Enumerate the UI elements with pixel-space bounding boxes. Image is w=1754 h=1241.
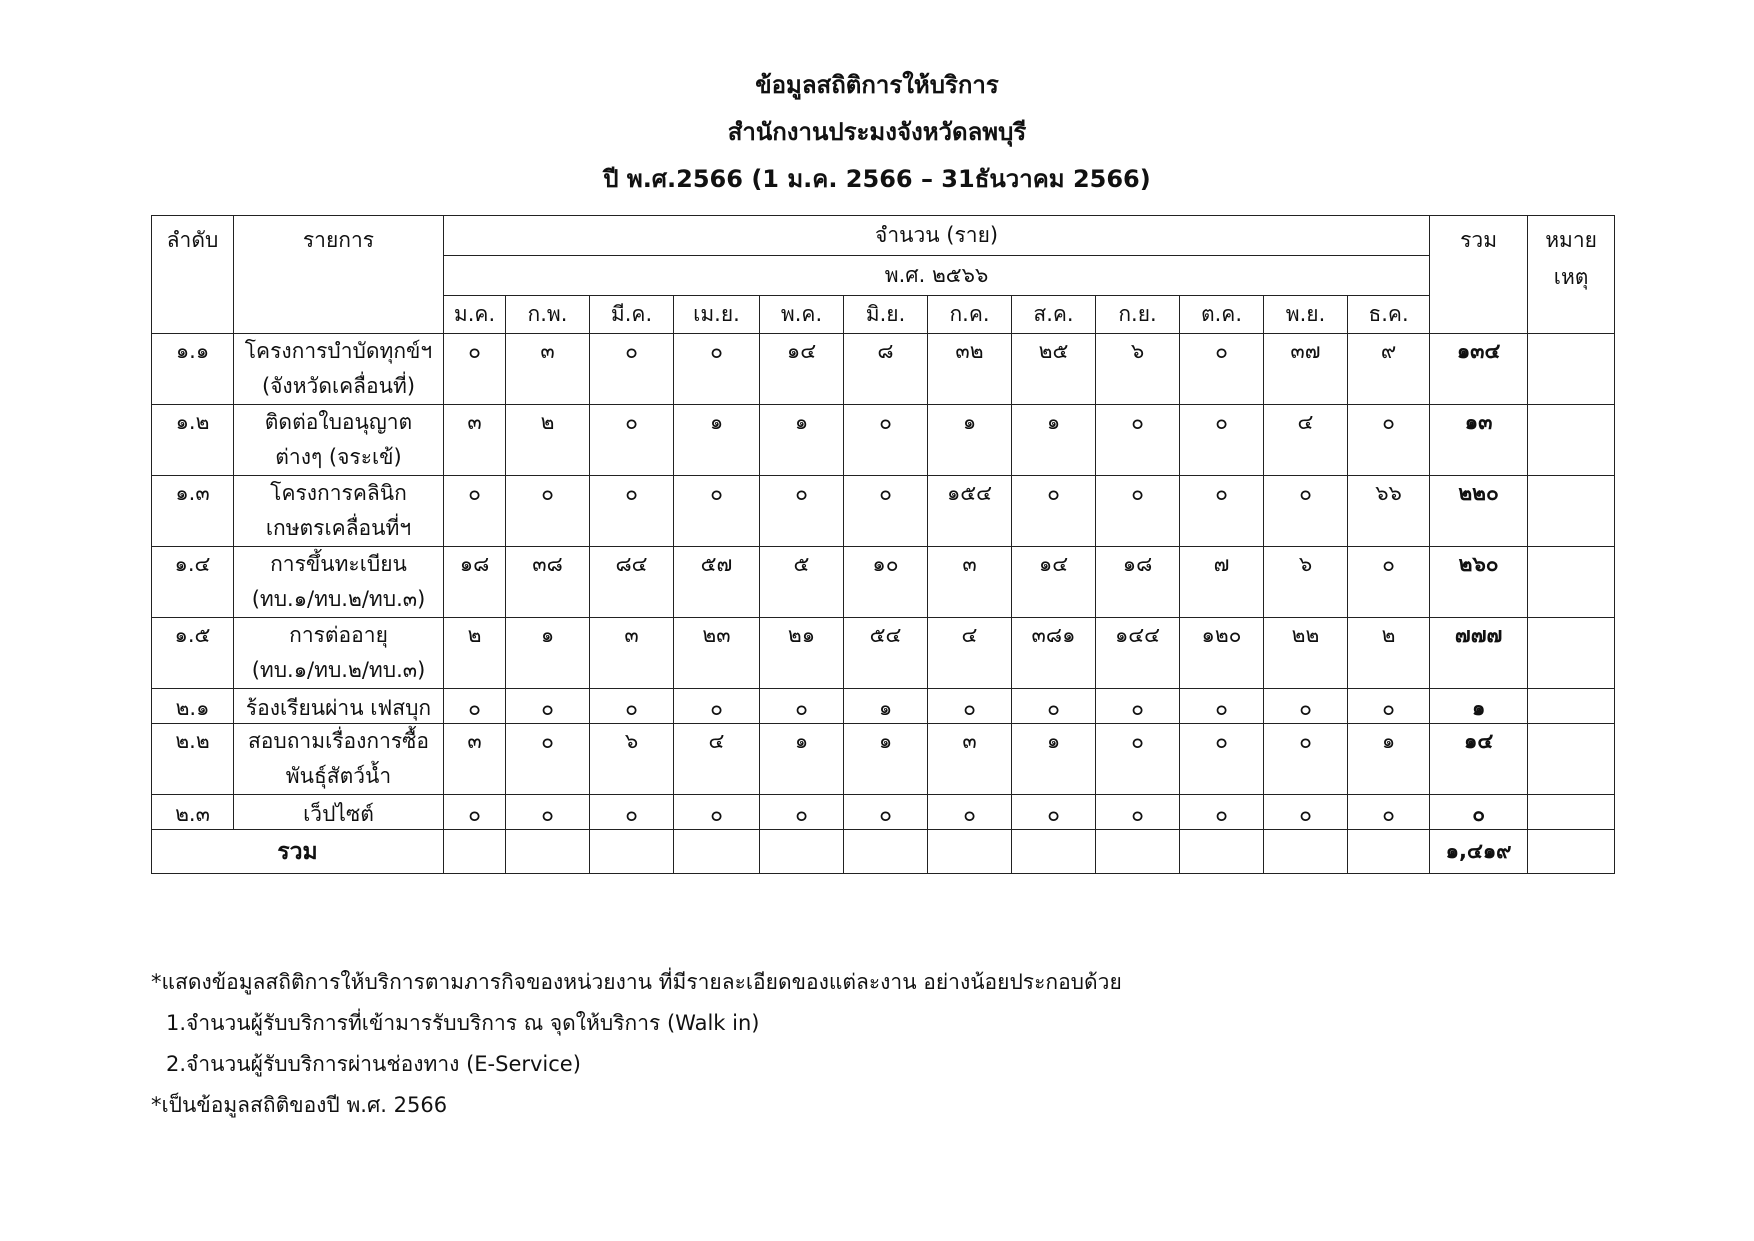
month-value: ๑ [760,405,844,476]
month-value: ๐ [1180,795,1264,830]
month-value: ๐ [444,689,506,724]
month-value: ๐ [760,689,844,724]
month-value: ๒ [1348,618,1430,689]
month-header: ก.ย. [1096,296,1180,334]
row-item-line: การขึ้นทะเบียน [270,552,407,576]
row-total: ๑๓๔ [1430,334,1528,405]
row-item [234,795,444,830]
month-value: ๐ [1012,795,1096,830]
month-value: ๐ [506,795,590,830]
row-item [234,547,444,618]
month-value: ๑ [1012,405,1096,476]
month-value: ๐ [844,476,928,547]
table-row [152,724,1615,795]
month-value: ๔ [674,724,760,795]
month-value: ๐ [674,476,760,547]
month-value: ๑ [674,405,760,476]
title-line-3: ปี พ.ศ.2566 (1 ม.ค. 2566 – 31ธันวาคม 2566) [603,165,1151,193]
table-row [152,689,1615,724]
empty-cell [1264,830,1348,874]
month-value: ๓ [444,724,506,795]
header-total: รวม [1430,216,1528,334]
row-number: ๑.๒ [152,405,234,476]
month-header: ม.ค. [444,296,506,334]
table-row [152,547,1615,618]
row-total: ๒๒๐ [1430,476,1528,547]
month-value: ๑ [506,618,590,689]
month-value: ๐ [444,795,506,830]
statistics-table [151,215,1615,874]
month-value: ๕๗ [674,547,760,618]
table-row [152,334,1615,405]
month-header: ก.ค. [928,296,1012,334]
month-value: ๕๔ [844,618,928,689]
title-line-1: ข้อมูลสถิติการให้บริการ [755,71,999,99]
empty-cell [928,830,1012,874]
row-item-line: การต่ออายุ [289,623,388,647]
month-header: เม.ย. [674,296,760,334]
month-value: ๐ [444,476,506,547]
month-value: ๐ [1348,689,1430,724]
remark-cell [1528,405,1615,476]
month-header: ส.ค. [1012,296,1096,334]
note-line: 1.จำนวนผู้รับบริการที่เข้ามารรับบริการ ณ จุดให้บริการ (Walk in) [166,1011,760,1035]
month-value: ๑๒๐ [1180,618,1264,689]
month-value: ๐ [760,795,844,830]
remark-cell [1528,618,1615,689]
row-item-line: สอบถามเรื่องการซื้อ [247,729,430,753]
month-value: ๘๔ [590,547,674,618]
row-item [234,334,444,405]
empty-cell [844,830,928,874]
row-item-line: ร้องเรียนผ่าน เฟสบุก [245,696,432,720]
row-total: ๐ [1430,795,1528,830]
month-value: ๐ [590,795,674,830]
empty-cell [760,830,844,874]
document-title [0,62,1754,203]
month-value: ๓๗ [1264,334,1348,405]
month-value: ๐ [506,689,590,724]
row-item [234,618,444,689]
month-header: มี.ค. [590,296,674,334]
remark-cell [1528,476,1615,547]
row-item-line: เกษตรเคลื่อนที่ฯ [265,516,412,540]
month-value: ๓ [444,405,506,476]
month-value: ๒๕ [1012,334,1096,405]
month-value: ๐ [844,405,928,476]
row-number: ๒.๒ [152,724,234,795]
remark-cell [1528,689,1615,724]
empty-cell [1012,830,1096,874]
month-value: ๐ [1348,795,1430,830]
month-value: ๐ [1096,795,1180,830]
month-value: ๕ [760,547,844,618]
header-year: พ.ศ. ๒๕๖๖ [444,256,1430,296]
month-value: ๐ [506,724,590,795]
grand-total-label: รวม [152,830,444,874]
month-header: พ.ย. [1264,296,1348,334]
remark-cell [1528,830,1615,874]
month-value: ๐ [1180,334,1264,405]
month-value: ๔ [928,618,1012,689]
month-value: ๒๑ [760,618,844,689]
row-number: ๑.๕ [152,618,234,689]
row-item [234,476,444,547]
empty-cell [590,830,674,874]
month-value: ๐ [1012,689,1096,724]
row-total: ๗๗๗ [1430,618,1528,689]
month-value: ๓๘๑ [1012,618,1096,689]
month-value: ๒๓ [674,618,760,689]
month-value: ๐ [1096,724,1180,795]
month-value: ๑๔๔ [1096,618,1180,689]
row-total: ๑๔ [1430,724,1528,795]
month-value: ๖ [590,724,674,795]
grand-total-row [152,830,1615,874]
month-value: ๓๒ [928,334,1012,405]
row-item-line: พันธุ์สัตว์น้ำ [285,764,392,788]
month-value: ๐ [674,334,760,405]
month-value: ๐ [844,795,928,830]
row-number: ๑.๑ [152,334,234,405]
month-value: ๐ [590,689,674,724]
month-value: ๖ [1264,547,1348,618]
empty-cell [444,830,506,874]
empty-cell [506,830,590,874]
month-value: ๙ [1348,334,1430,405]
month-value: ๘ [844,334,928,405]
row-item-line: (ทบ.๑/ทบ.๒/ทบ.๓) [251,587,426,611]
month-value: ๓๘ [506,547,590,618]
month-value: ๑ [1012,724,1096,795]
notes [151,962,1122,1126]
month-value: ๐ [1264,795,1348,830]
row-item-line: ติดต่อใบอนุญาต [264,410,413,434]
month-value: ๐ [444,334,506,405]
table-row [152,618,1615,689]
empty-cell [674,830,760,874]
row-total: ๑๓ [1430,405,1528,476]
month-value: ๑๔ [760,334,844,405]
month-value: ๐ [590,476,674,547]
month-value: ๐ [1012,476,1096,547]
row-item-line: ต่างๆ (จระเข้) [275,445,402,469]
header-no: ลำดับ [152,216,234,334]
month-value: ๐ [1180,476,1264,547]
month-header: ธ.ค. [1348,296,1430,334]
table-body [152,334,1615,830]
row-item-line: (จังหวัดเคลื่อนที่) [261,374,416,398]
row-number: ๒.๓ [152,795,234,830]
month-value: ๔ [1264,405,1348,476]
month-value: ๐ [674,689,760,724]
month-header: มิ.ย. [844,296,928,334]
row-item-line: โครงการบำบัดทุกข์ฯ [244,339,433,363]
remark-cell [1528,334,1615,405]
month-value: ๑ [760,724,844,795]
remark-cell [1528,724,1615,795]
table-row [152,476,1615,547]
month-value: ๖๖ [1348,476,1430,547]
empty-cell [1180,830,1264,874]
table-row [152,405,1615,476]
month-value: ๐ [1264,724,1348,795]
title-line-2: สำนักงานประมงจังหวัดลพบุรี [727,118,1027,146]
month-value: ๑ [928,405,1012,476]
month-header: ต.ค. [1180,296,1264,334]
remark-cell [1528,547,1615,618]
note-line: *แสดงข้อมูลสถิติการให้บริการตามภารกิจของหน่วยงาน ที่มีรายละเอียดของแต่ละงาน อย่างน้อยประกอบด้วย [151,970,1122,994]
row-item [234,724,444,795]
grand-total-value: ๑,๔๑๙ [1430,830,1528,874]
row-item-line: (ทบ.๑/ทบ.๒/ทบ.๓) [251,658,426,682]
month-value: ๑ [1348,724,1430,795]
month-value: ๑๘ [444,547,506,618]
month-value: ๒ [444,618,506,689]
month-value: ๐ [1096,405,1180,476]
month-value: ๓ [506,334,590,405]
month-value: ๓ [928,724,1012,795]
month-value: ๐ [1096,476,1180,547]
month-value: ๐ [506,476,590,547]
month-value: ๑ [844,724,928,795]
month-value: ๐ [590,334,674,405]
month-value: ๐ [674,795,760,830]
month-value: ๗ [1180,547,1264,618]
month-value: ๐ [928,795,1012,830]
month-value: ๓ [928,547,1012,618]
month-header: พ.ค. [760,296,844,334]
month-value: ๐ [1180,724,1264,795]
empty-cell [1348,830,1430,874]
month-value: ๐ [1348,547,1430,618]
month-value: ๐ [1264,476,1348,547]
month-value: ๐ [590,405,674,476]
row-number: ๑.๔ [152,547,234,618]
month-value: ๑๐ [844,547,928,618]
row-total: ๑ [1430,689,1528,724]
empty-cell [1096,830,1180,874]
month-value: ๐ [1180,689,1264,724]
month-value: ๑ [844,689,928,724]
month-header: ก.พ. [506,296,590,334]
note-line: *เป็นข้อมูลสถิติของปี พ.ศ. 2566 [151,1093,448,1117]
month-value: ๐ [1180,405,1264,476]
row-item-line: โครงการคลินิก [270,481,407,505]
row-total: ๒๖๐ [1430,547,1528,618]
month-value: ๒๒ [1264,618,1348,689]
remark-cell [1528,795,1615,830]
month-value: ๐ [1264,689,1348,724]
row-number: ๑.๓ [152,476,234,547]
month-value: ๑๕๔ [928,476,1012,547]
note-line: 2.จำนวนผู้รับบริการผ่านช่องทาง (E-Service) [166,1052,581,1076]
header-count: จำนวน (ราย) [444,216,1430,256]
month-value: ๒ [506,405,590,476]
header-item: รายการ [234,216,444,334]
header-remark: หมาย เหตุ [1528,216,1615,334]
month-value: ๐ [928,689,1012,724]
month-value: ๑๘ [1096,547,1180,618]
row-item [234,689,444,724]
month-value: ๖ [1096,334,1180,405]
row-item [234,405,444,476]
table-row [152,795,1615,830]
month-value: ๐ [1348,405,1430,476]
row-item-line: เว็ปไซต์ [303,802,374,826]
row-number: ๒.๑ [152,689,234,724]
month-value: ๐ [760,476,844,547]
month-value: ๓ [590,618,674,689]
month-value: ๑๔ [1012,547,1096,618]
month-value: ๐ [1096,689,1180,724]
